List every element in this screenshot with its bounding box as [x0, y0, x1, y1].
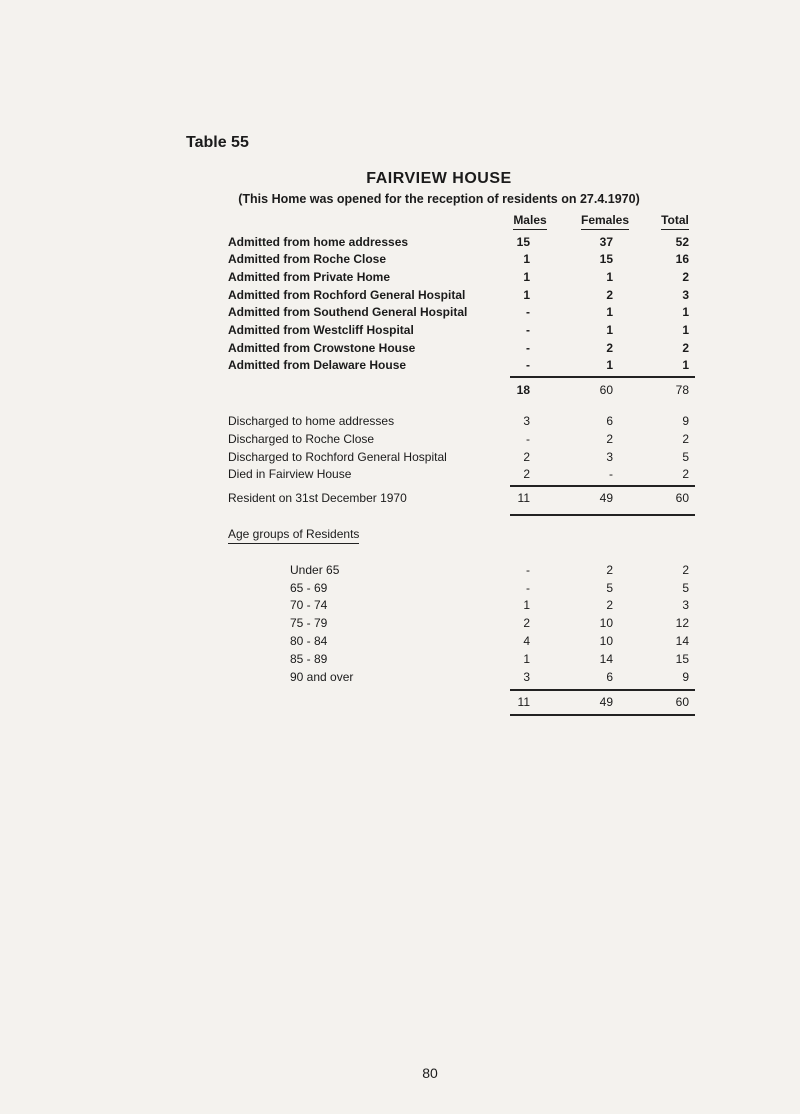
table-row: 80 - 84 4 10 14 [290, 634, 689, 648]
admissions-total-row: 18 60 78 [516, 383, 689, 397]
table-row: 90 and over 3 6 9 [290, 670, 689, 684]
home-title: FAIRVIEW HOUSE [366, 170, 512, 187]
column-header-total: Total [650, 213, 700, 230]
column-header-females: Females [570, 213, 640, 230]
table-row: Admitted from home addresses 15 37 52 [228, 235, 689, 249]
page-number: 80 [422, 1065, 438, 1081]
age-groups-heading: Age groups of Residents [228, 527, 359, 541]
table-row: Admitted from Crowstone House - 2 2 [228, 341, 689, 355]
table-row: Discharged to Roche Close - 2 2 [228, 432, 689, 446]
divider [510, 485, 695, 487]
table-label: Table 55 [186, 134, 249, 151]
table-row: 75 - 79 2 10 12 [290, 616, 689, 630]
table-row: Under 65 - 2 2 [290, 563, 689, 577]
table-row: 65 - 69 - 5 5 [290, 581, 689, 595]
table-row: Admitted from Rochford General Hospital 1 2 3 [228, 288, 689, 302]
divider [510, 514, 695, 516]
resident-row: Resident on 31st December 1970 11 49 60 [228, 491, 689, 505]
table-row: Admitted from Delaware House - 1 1 [228, 358, 689, 372]
opening-note: (This Home was opened for the reception of residents on 27.4.1970) [238, 192, 640, 206]
table-row: Admitted from Private Home 1 1 2 [228, 270, 689, 284]
divider [510, 689, 695, 691]
divider [510, 714, 695, 716]
table-row: 85 - 89 1 14 15 [290, 652, 689, 666]
age-total-row: 11 49 60 [517, 695, 689, 709]
table-row: Discharged to home addresses 3 6 9 [228, 414, 689, 428]
column-header-males: Males [505, 213, 555, 230]
table-row: 70 - 74 1 2 3 [290, 598, 689, 612]
divider [510, 376, 695, 378]
table-row: Admitted from Roche Close 1 15 16 [228, 252, 689, 266]
table-row: Discharged to Rochford General Hospital 2 3 5 [228, 450, 689, 464]
table-row: Died in Fairview House 2 - 2 [228, 467, 689, 481]
table-row: Admitted from Southend General Hospital - 1 1 [228, 305, 689, 319]
table-row: Admitted from Westcliff Hospital - 1 1 [228, 323, 689, 337]
